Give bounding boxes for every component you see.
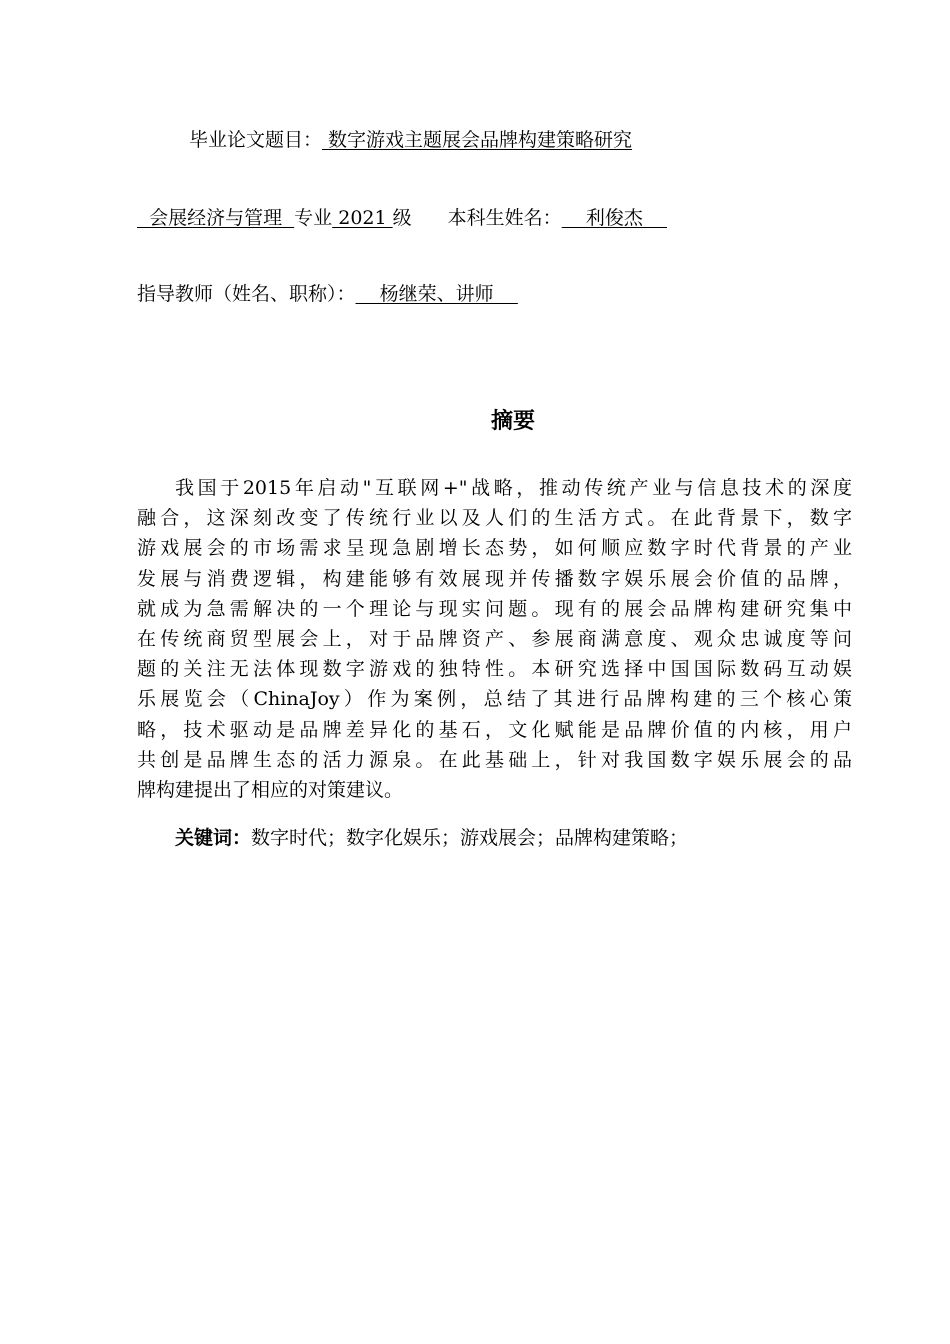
abstract-line: 略，技术驱动是品牌差异化的基石，文化赋能是品牌价值的内核，用户 [137, 718, 852, 741]
abstract-line: 我国于2015年启动"互联网+"战略，推动传统产业与信息技术的深度 [175, 477, 852, 499]
major-label: 专业 [294, 207, 333, 229]
abstract-line: 共创是品牌生态的活力源泉。在此基础上，针对我国数字娱乐展会的品 [137, 748, 852, 771]
student-name-label: 本科生姓名： [447, 207, 562, 229]
thesis-title-label: 毕业论文题目： [189, 129, 323, 151]
abstract-line: 融合，这深刻改变了传统行业以及人们的生活方式。在此背景下，数字 [137, 507, 852, 530]
keywords-line [175, 825, 688, 851]
abstract-line: 在传统商贸型展会上，对于品牌资产、参展商满意度、观众忠诚度等问 [137, 627, 852, 650]
abstract-heading: 摘要 [490, 409, 535, 434]
grade-value: 2021 [332, 207, 393, 229]
keywords-value: 数字时代；数字化娱乐；游戏展会；品牌构建策略； [251, 827, 689, 849]
advisor-line [137, 282, 518, 306]
abstract-line: 乐展览会（ChinaJoy）作为案例，总结了其进行品牌构建的三个核心策 [137, 688, 852, 711]
advisor-value: 杨继荣、讲师 [355, 283, 518, 305]
grade-label: 级 [392, 207, 412, 229]
thesis-title-value: 数字游戏主题展会品牌构建策略研究 [322, 129, 633, 151]
abstract-line: 牌构建提出了相应的对策建议。 [137, 778, 404, 801]
abstract-line: 游戏展会的市场需求呈现急剧增长态势，如何顺应数字时代背景的产业 [137, 537, 852, 560]
keywords-label: 关键词： [175, 827, 252, 849]
thesis-title-line [189, 128, 632, 152]
student-name-value: 利俊杰 [561, 207, 667, 229]
major-grade-student-line [137, 206, 667, 230]
abstract-paragraph [137, 473, 852, 805]
abstract-line: 题的关注无法体现数字游戏的独特性。本研究选择中国国际数码互动娱 [137, 658, 852, 681]
advisor-label: 指导教师（姓名、职称）： [137, 283, 356, 305]
abstract-line: 就成为急需解决的一个理论与现实问题。现有的展会品牌构建研究集中 [137, 597, 852, 620]
abstract-line: 发展与消费逻辑，构建能够有效展现并传播数字娱乐展会价值的品牌， [137, 567, 852, 590]
major-value: 会展经济与管理 [137, 207, 295, 229]
